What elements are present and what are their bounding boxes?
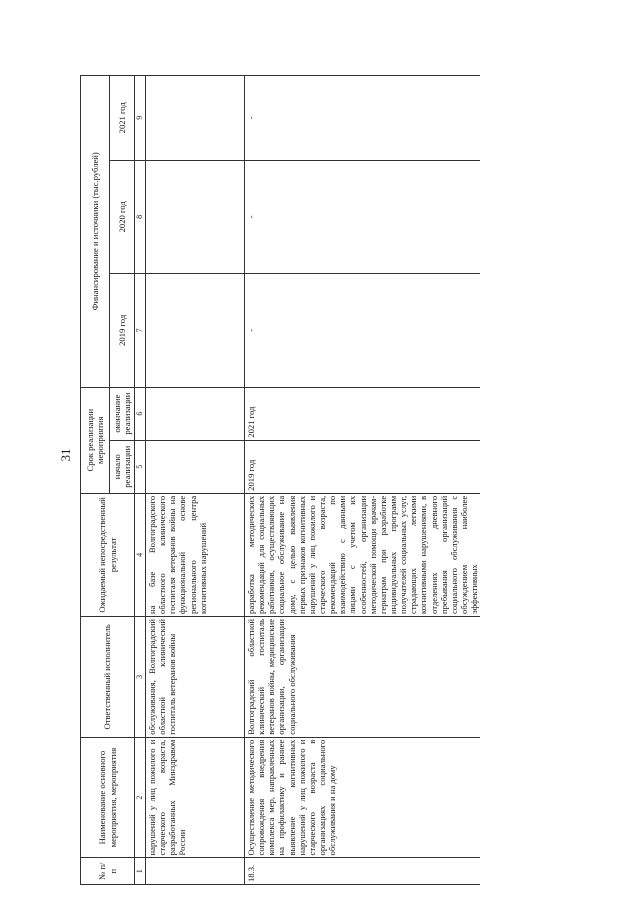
page-number: 31 xyxy=(58,448,73,462)
row-start: 2019 год xyxy=(245,440,481,493)
row-name: нарушений у лиц пожилого и старческого возраста, разработанных Минздравом России xyxy=(146,737,245,858)
header-name: Наименование основного мероприятия, мероприятия xyxy=(81,737,135,858)
col-index: 9 xyxy=(135,76,146,161)
header-financing: Финансирование и источники (тыс.рублей) xyxy=(81,76,110,388)
row-start xyxy=(146,440,245,493)
col-index: 7 xyxy=(135,274,146,387)
header-term-end: окончание реализации xyxy=(110,387,135,440)
row-y2020 xyxy=(146,160,245,273)
header-term: Срок реализации мероприятия xyxy=(81,387,110,493)
row-y2019 xyxy=(146,274,245,387)
header-year-2021: 2021 год xyxy=(110,76,135,161)
col-index: 6 xyxy=(135,387,146,440)
program-table xyxy=(80,75,480,885)
header-term-start: начало реализации xyxy=(110,440,135,493)
row-executor: Волгоградский областной клинический госпиталь ветеранов войны, медицинские организации, организации социального обслуживания xyxy=(245,616,481,737)
col-index: 4 xyxy=(135,493,146,616)
row-result: на базе Волгоградского областного клинического госпиталя ветеранов войны на функциональной основе регионального центра когнитивных нарушений xyxy=(146,493,245,616)
row-name: Осуществление методического сопровождения внедрения комплекса мер, направленных на профилактику и раннее выявление когнитивных нарушений у лиц пожилого и старческого возраста в организациях социального обслуживания и на дому xyxy=(245,737,481,858)
col-index: 3 xyxy=(135,616,146,737)
row-end: 2021 год xyxy=(245,387,481,440)
header-executor: Ответственный исполнитель xyxy=(81,616,135,737)
col-index: 5 xyxy=(135,440,146,493)
row-y2021 xyxy=(146,76,245,161)
row-no xyxy=(146,858,245,885)
col-index: 1 xyxy=(135,858,146,885)
header-no: № п/п xyxy=(81,858,135,885)
col-index: 2 xyxy=(135,737,146,858)
row-no: 18.3. xyxy=(245,858,481,885)
row-y2019: - xyxy=(245,274,481,387)
row-y2021: - xyxy=(245,76,481,161)
row-y2020: - xyxy=(245,160,481,273)
rotated-table-block xyxy=(80,75,555,885)
row-executor: обслуживания, Волгоградский областной клинический госпиталь ветеранов войны xyxy=(146,616,245,737)
header-year-2020: 2020 год xyxy=(110,160,135,273)
header-result: Ожидаемый непосредственный результат xyxy=(81,493,135,616)
row-result: разработка методических рекомендаций для социальных работников, осуществляющих социальное обслуживание на дому, с целью выявления первых признаков когнитивных нарушений у лиц пожилого и старческого возраста, рекомендаций по взаимодействию с данными лицами с учетом их особенностей, организации методической помощи врачам-гериатрам при разработке индивидуальных программ получателей социальных услуг, страдающих легкими когнитивными нарушениями, в отделениях дневного пребывания организаций социального обслуживания с обсуждением наиболее эффективных xyxy=(245,493,481,616)
table-row xyxy=(146,76,245,885)
row-end xyxy=(146,387,245,440)
header-year-2019: 2019 год xyxy=(110,274,135,387)
col-index: 8 xyxy=(135,160,146,273)
table-row xyxy=(245,76,481,885)
